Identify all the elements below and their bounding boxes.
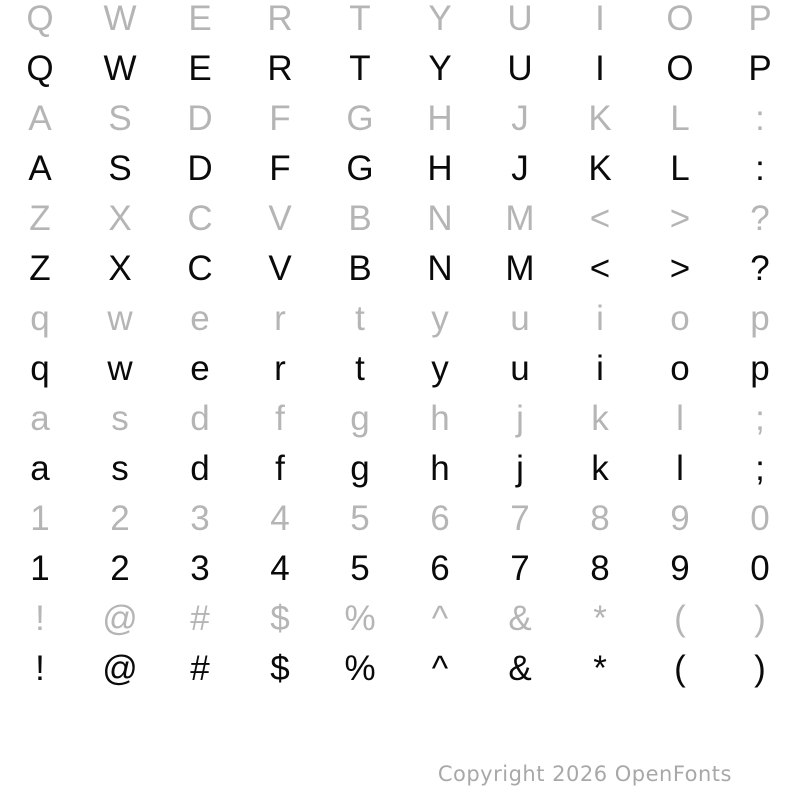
glyph-cell: s [111,399,129,438]
specimen-row-10 [0,444,800,494]
glyph-cell: w [107,299,133,338]
glyph-cell: B [348,199,372,238]
glyph-cell: F [269,149,291,188]
glyph-cell: p [750,299,770,338]
glyph-cell: e [190,299,210,338]
copyright-text: Copyright 2026 OpenFonts [437,762,732,786]
glyph-cell: 1 [30,549,50,588]
specimen-row-7 [0,294,800,344]
glyph-cell: Y [428,49,452,88]
glyph-cell: 4 [270,499,290,538]
glyph-cell: < [589,199,611,238]
specimen-row-14 [0,644,800,694]
glyph-cell: * [593,599,607,638]
glyph-cell: h [430,399,450,438]
glyph-cell: U [507,49,533,88]
glyph-cell: D [187,99,213,138]
specimen-row-1 [0,0,800,44]
glyph-cell: % [344,599,376,638]
glyph-cell: s [111,449,129,488]
glyph-cell: B [348,249,372,288]
glyph-cell: i [596,349,604,388]
glyph-cell: d [190,449,210,488]
glyph-cell: r [274,349,286,388]
glyph-cell: 3 [190,549,210,588]
glyph-cell: % [344,649,376,688]
glyph-cell: i [596,299,604,338]
glyph-cell: 3 [190,499,210,538]
glyph-cell: A [28,99,52,138]
glyph-cell: $ [270,649,290,688]
glyph-cell: q [30,349,50,388]
glyph-cell: P [748,49,772,88]
glyph-cell: ^ [431,649,449,688]
glyph-cell: q [30,299,50,338]
glyph-cell: S [108,149,132,188]
glyph-cell: a [30,399,50,438]
glyph-cell: e [190,349,210,388]
glyph-cell: r [274,299,286,338]
glyph-cell: h [430,449,450,488]
glyph-cell: 9 [670,499,690,538]
glyph-cell: 7 [510,499,530,538]
glyph-cell: L [670,99,690,138]
glyph-cell: $ [270,599,290,638]
specimen-row-2 [0,44,800,94]
glyph-cell: I [595,49,605,88]
glyph-cell: @ [102,599,138,638]
glyph-cell: 5 [350,549,370,588]
glyph-cell: C [187,249,213,288]
glyph-cell: f [275,399,285,438]
glyph-cell: 2 [110,549,130,588]
glyph-cell: X [108,199,132,238]
glyph-cell: ) [754,599,766,638]
glyph-cell: j [516,399,524,438]
glyph-cell: 7 [510,549,530,588]
glyph-cell: 6 [430,499,450,538]
glyph-cell: ) [754,649,766,688]
glyph-cell: G [346,99,374,138]
glyph-cell: J [511,149,529,188]
glyph-cell: Z [29,199,51,238]
glyph-cell: ; [755,399,765,438]
glyph-cell: a [30,449,50,488]
glyph-cell: k [591,399,609,438]
glyph-cell: o [670,349,690,388]
glyph-cell: J [511,99,529,138]
glyph-cell: o [670,299,690,338]
glyph-cell: u [510,349,530,388]
glyph-cell: H [427,99,453,138]
specimen-row-6 [0,244,800,294]
glyph-cell: Q [26,0,54,38]
specimen-row-8 [0,344,800,394]
glyph-cell: w [107,349,133,388]
glyph-cell: Q [26,49,54,88]
glyph-cell: * [593,649,607,688]
glyph-cell: E [188,0,212,38]
glyph-cell: ; [755,449,765,488]
specimen-row-4 [0,144,800,194]
glyph-cell: 4 [270,549,290,588]
glyph-cell: K [588,149,612,188]
glyph-cell: & [508,649,532,688]
glyph-cell: : [755,149,765,188]
glyph-cell: ^ [431,599,449,638]
glyph-cell: 8 [590,549,610,588]
glyph-cell: l [676,399,684,438]
glyph-cell: U [507,0,533,38]
glyph-cell: l [676,449,684,488]
glyph-cell: O [666,49,694,88]
glyph-cell: M [505,199,535,238]
glyph-cell: # [190,649,210,688]
glyph-cell: F [269,99,291,138]
glyph-cell: 5 [350,499,370,538]
glyph-cell: g [350,449,370,488]
glyph-cell: 6 [430,549,450,588]
glyph-cell: C [187,199,213,238]
glyph-cell: > [669,249,691,288]
glyph-cell: W [103,0,137,38]
glyph-cell: ! [35,599,45,638]
glyph-cell: K [588,99,612,138]
glyph-cell: 0 [750,549,770,588]
glyph-cell: P [748,0,772,38]
glyph-cell: V [268,199,292,238]
glyph-cell: 0 [750,499,770,538]
glyph-cell: : [755,99,765,138]
glyph-cell: H [427,149,453,188]
glyph-cell: y [431,299,449,338]
specimen-row-11 [0,494,800,544]
glyph-cell: ! [35,649,45,688]
glyph-cell: W [103,49,137,88]
glyph-cell: S [108,99,132,138]
glyph-cell: V [268,249,292,288]
glyph-cell: j [516,449,524,488]
glyph-cell: 1 [30,499,50,538]
glyph-cell: A [28,149,52,188]
glyph-cell: 2 [110,499,130,538]
specimen-row-12 [0,544,800,594]
glyph-cell: 8 [590,499,610,538]
glyph-cell: 9 [670,549,690,588]
specimen-row-3 [0,94,800,144]
glyph-cell: k [591,449,609,488]
glyph-cell: ? [750,249,770,288]
specimen-row-5 [0,194,800,244]
glyph-cell: R [267,49,293,88]
glyph-cell: t [355,349,365,388]
glyph-cell: d [190,399,210,438]
glyph-cell: O [666,0,694,38]
glyph-cell: E [188,49,212,88]
specimen-row-13 [0,594,800,644]
glyph-cell: Y [428,0,452,38]
glyph-cell: N [427,199,453,238]
glyph-cell: t [355,299,365,338]
glyph-cell: g [350,399,370,438]
glyph-cell: y [431,349,449,388]
glyph-cell: < [589,249,611,288]
glyph-cell: X [108,249,132,288]
glyph-cell: M [505,249,535,288]
glyph-cell: L [670,149,690,188]
glyph-cell: p [750,349,770,388]
glyph-cell: G [346,149,374,188]
glyph-cell: ? [750,199,770,238]
glyph-cell: # [190,599,210,638]
specimen-row-9 [0,394,800,444]
glyph-cell: N [427,249,453,288]
glyph-cell: ( [674,599,686,638]
glyph-cell: D [187,149,213,188]
glyph-cell: > [669,199,691,238]
glyph-cell: T [349,49,371,88]
glyph-cell: I [595,0,605,38]
glyph-cell: ( [674,649,686,688]
glyph-cell: R [267,0,293,38]
glyph-cell: T [349,0,371,38]
glyph-cell: Z [29,249,51,288]
glyph-cell: f [275,449,285,488]
glyph-cell: & [508,599,532,638]
glyph-cell: u [510,299,530,338]
glyph-cell: @ [102,649,138,688]
